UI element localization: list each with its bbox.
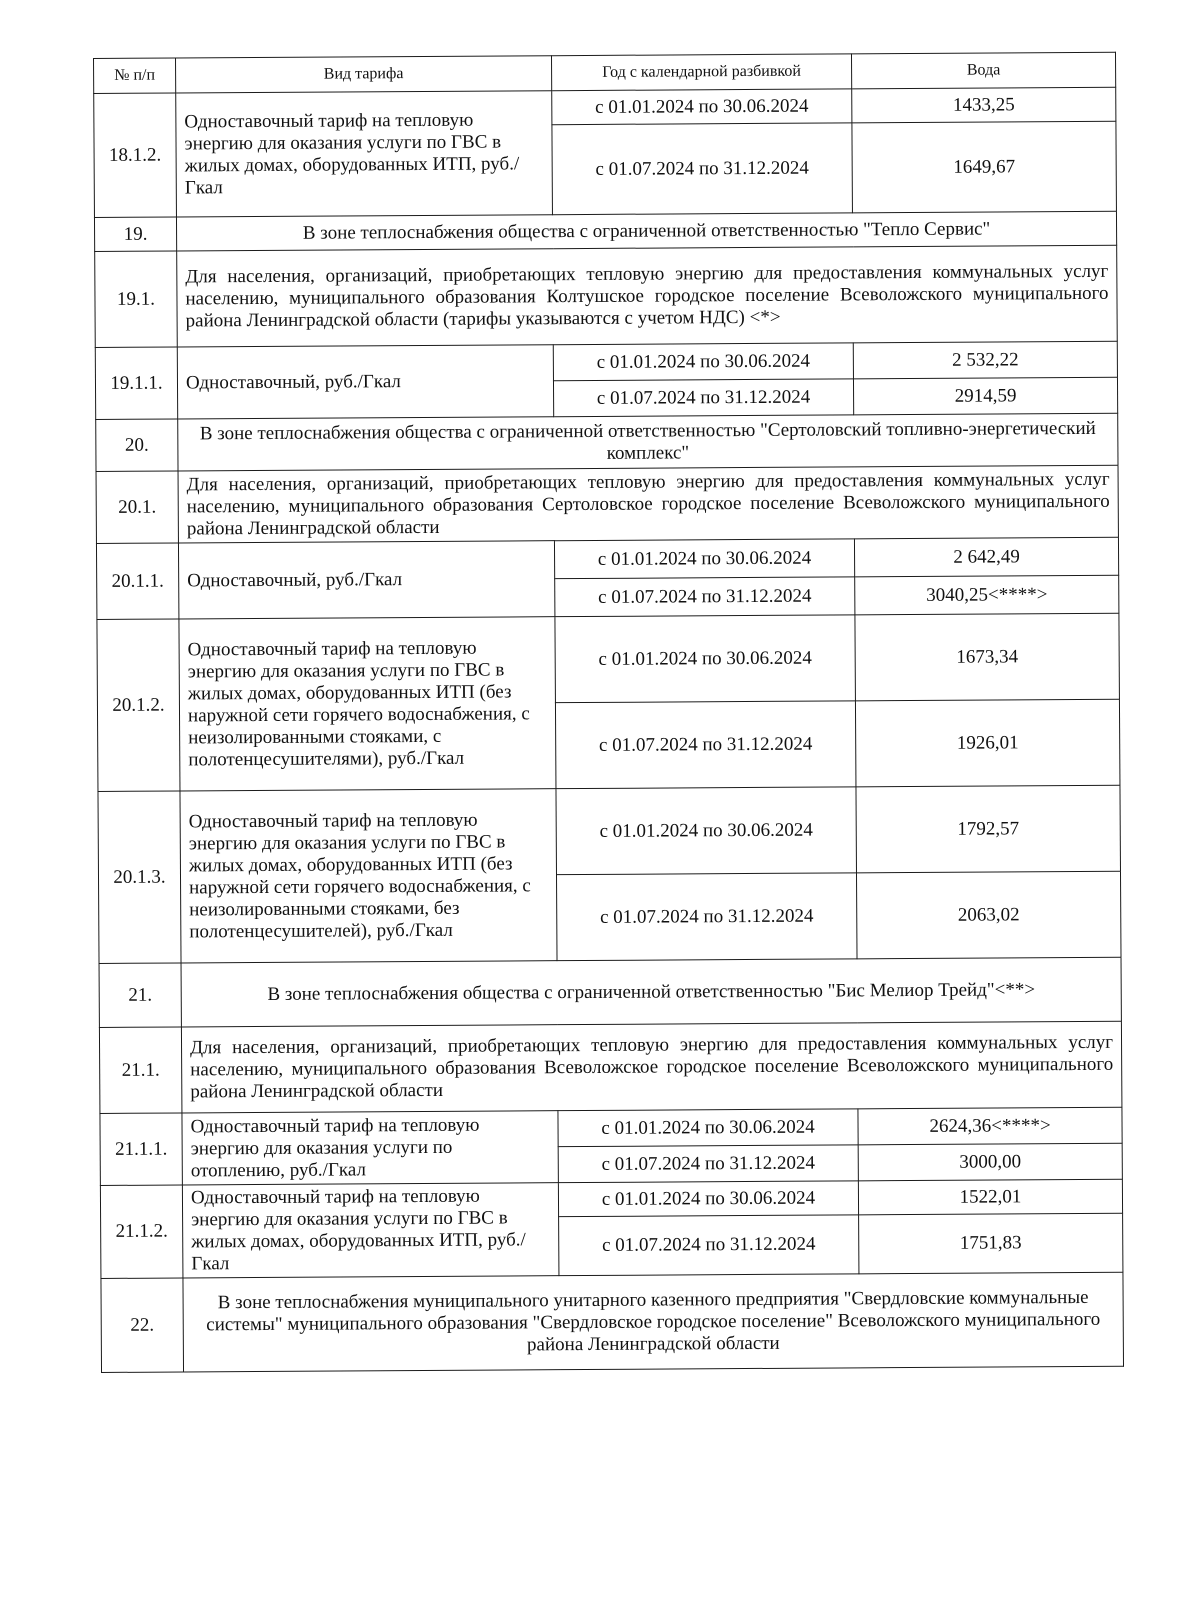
zone-title: В зоне теплоснабжения общества с ограниченной ответственностью "Сертоловский топливно-энергетический комплекс" xyxy=(178,413,1118,471)
period-cell: с 01.01.2024 по 30.06.2024 xyxy=(555,615,856,703)
header-number: № п/п xyxy=(94,58,176,94)
tariff-value: 1433,25 xyxy=(852,87,1116,123)
table-row xyxy=(96,537,1118,581)
tariff-value: 3040,25<****> xyxy=(855,575,1119,615)
row-number: 19.1. xyxy=(95,251,178,347)
tariff-value: 2063,02 xyxy=(856,871,1121,959)
tariff-value: 2 642,49 xyxy=(854,537,1118,577)
row-number: 21.1.2. xyxy=(100,1185,183,1278)
row-number: 21.1.1. xyxy=(100,1113,182,1185)
group-description: Для населения, организаций, приобретающих тепловую энергию для предоставления коммунальных услуг населению, муниципального образования Колтушское городское поселение Всеволожского муниципального района Ленинградской области (тарифы указываются с учетом НДС) <*> xyxy=(177,245,1118,347)
table-row xyxy=(98,785,1121,877)
period-cell: с 01.01.2024 по 30.06.2024 xyxy=(553,343,853,381)
row-number: 18.1.2. xyxy=(94,93,177,217)
group-row xyxy=(96,465,1118,543)
period-cell: с 01.07.2024 по 31.12.2024 xyxy=(559,1215,859,1275)
tariff-value: 2 532,22 xyxy=(853,341,1117,379)
tariff-value: 1926,01 xyxy=(855,699,1120,787)
zone-title: В зоне теплоснабжения муниципального унитарного казенного предприятия "Свердловские коммунальные системы" муниципального образования "Свердловское городское поселение" Всеволожского муниципального района Ленинградской области xyxy=(183,1272,1124,1372)
period-cell: с 01.01.2024 по 30.06.2024 xyxy=(558,1181,858,1217)
header-water: Вода xyxy=(851,52,1115,89)
period-cell: с 01.07.2024 по 31.12.2024 xyxy=(552,123,853,215)
row-number: 22. xyxy=(101,1278,184,1372)
tariff-value: 3000,00 xyxy=(858,1143,1122,1181)
row-number: 19. xyxy=(94,217,176,252)
tariff-value: 1673,34 xyxy=(855,613,1120,701)
tariff-description: Одноставочный тариф на тепловую энергию для оказания услуги по ГВС в жилых домах, оборудованных ИТП (без наружной сети горячего водоснабжения, с неизолированными стояками, с полотенцесушителями), руб./Гкал xyxy=(179,617,556,791)
zone-row xyxy=(101,1272,1124,1372)
row-number: 21. xyxy=(99,963,181,1027)
tariff-value: 1792,57 xyxy=(856,785,1121,873)
period-cell: с 01.01.2024 по 30.06.2024 xyxy=(552,89,852,125)
group-description: Для населения, организаций, приобретающих тепловую энергию для предоставления коммунальных услуг населению, муниципального образования Сертоловское городское поселение Всеволожского муниципального района Ленинградской области xyxy=(178,465,1118,543)
table-row xyxy=(95,341,1117,383)
tariff-value: 1649,67 xyxy=(852,121,1117,213)
period-cell: с 01.01.2024 по 30.06.2024 xyxy=(556,787,857,875)
tariff-description: Одноставочный тариф на тепловую энергию для оказания услуги по ГВС в жилых домах, оборудованных ИТП (без наружной сети горячего водоснабжения, с неизолированными стояками, без полотенцесушителей), руб./Гкал xyxy=(180,789,557,963)
zone-row xyxy=(96,413,1118,471)
tariff-value: 1751,83 xyxy=(859,1214,1123,1274)
header-period: Год с календарной разбивкой xyxy=(551,54,851,91)
row-number: 21.1. xyxy=(99,1027,182,1113)
group-description: Для населения, организаций, приобретающих тепловую энергию для предоставления коммунальных услуг населению, муниципального образования Всеволожское городское поселение Всеволожского муниципального района Ленинградской области xyxy=(181,1021,1122,1113)
tariff-description: Одноставочный, руб./Гкал xyxy=(178,541,554,619)
header-tariff-type: Вид тарифа xyxy=(176,56,552,93)
tariff-value: 1522,01 xyxy=(858,1179,1122,1215)
row-number: 20.1.2. xyxy=(97,619,180,791)
tariff-description: Одноставочный тариф на тепловую энергию для оказания услуги по отоплению, руб./Гкал xyxy=(182,1111,558,1185)
zone-title: В зоне теплоснабжения общества с ограниченной ответственностью "Тепло Сервис" xyxy=(176,211,1116,251)
group-row xyxy=(99,1021,1122,1113)
tariff-table xyxy=(93,52,1124,1373)
row-number: 20.1.3. xyxy=(98,791,181,963)
tariff-value: 2624,36<****> xyxy=(858,1107,1122,1145)
row-number: 20.1. xyxy=(96,471,178,543)
zone-title: В зоне теплоснабжения общества с ограниченной ответственностью "Бис Мелиор Трейд"<**> xyxy=(181,957,1121,1027)
zone-row xyxy=(99,957,1121,1027)
row-number: 20.1.1. xyxy=(96,543,178,619)
group-row xyxy=(95,245,1118,347)
period-cell: с 01.01.2024 по 30.06.2024 xyxy=(558,1109,858,1147)
tariff-value: 2914,59 xyxy=(853,377,1117,415)
table-row xyxy=(97,613,1120,705)
tariff-description: Одноставочный тариф на тепловую энергию для оказания услуги по ГВС в жилых домах, оборудованных ИТП, руб./Гкал xyxy=(176,91,553,217)
tariff-description: Одноставочный тариф на тепловую энергию для оказания услуги по ГВС в жилых домах, оборудованных ИТП, руб./Гкал xyxy=(182,1183,559,1278)
period-cell: с 01.07.2024 по 31.12.2024 xyxy=(555,701,856,789)
row-number: 19.1.1. xyxy=(95,347,177,419)
tariff-description: Одноставочный, руб./Гкал xyxy=(177,345,553,419)
table-row xyxy=(100,1107,1122,1149)
period-cell: с 01.07.2024 по 31.12.2024 xyxy=(553,379,853,417)
row-number: 20. xyxy=(96,419,178,471)
period-cell: с 01.07.2024 по 31.12.2024 xyxy=(558,1145,858,1183)
period-cell: с 01.07.2024 по 31.12.2024 xyxy=(555,577,855,617)
period-cell: с 01.01.2024 по 30.06.2024 xyxy=(554,539,854,579)
period-cell: с 01.07.2024 по 31.12.2024 xyxy=(556,873,857,961)
